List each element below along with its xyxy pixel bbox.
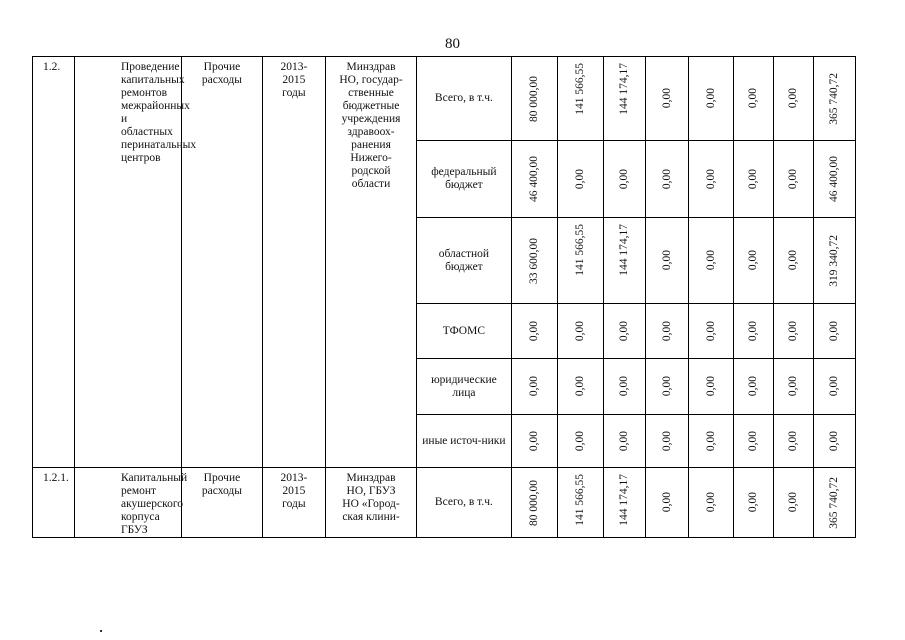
item-name-line: межрайонных и xyxy=(120,100,190,125)
amount-cell xyxy=(646,415,689,468)
amount-cell xyxy=(689,218,734,304)
amount-cell xyxy=(813,304,855,359)
amount-cell xyxy=(734,304,774,359)
amount-cell xyxy=(813,218,855,304)
period-line: годы xyxy=(282,498,306,510)
amount-value: 0,00 xyxy=(660,320,673,342)
amount-value: 141 566,55 xyxy=(573,474,586,526)
amount-value: 0,00 xyxy=(573,168,586,190)
amount-value: 0,00 xyxy=(747,168,760,190)
amount-cell xyxy=(774,359,814,415)
amount-cell xyxy=(511,218,557,304)
amount-value: 0,00 xyxy=(527,376,540,397)
item-name-line: ремонт xyxy=(120,485,157,497)
amount-value: 0,00 xyxy=(786,430,799,452)
amount-cell xyxy=(813,415,855,468)
amount-value: 144 174,17 xyxy=(618,224,630,276)
amount-cell xyxy=(557,304,603,359)
amount-value: 0,00 xyxy=(747,320,760,342)
amount-cell xyxy=(511,359,557,415)
page-number: 80 xyxy=(445,36,460,52)
item-number: 1.2.1. xyxy=(33,468,75,538)
amount-value: 0,00 xyxy=(660,376,673,397)
amount-value: 0,00 xyxy=(618,430,630,452)
executor-line: области xyxy=(351,178,391,190)
budget-table xyxy=(32,56,856,538)
amount-cell xyxy=(557,415,603,468)
amount-cell xyxy=(813,468,855,538)
item-name-line: акушерского xyxy=(120,498,184,510)
amount-value: 0,00 xyxy=(704,88,717,109)
amount-cell xyxy=(511,141,557,218)
amount-value: 0,00 xyxy=(704,376,717,397)
funding-source-label: иные источ-ники xyxy=(417,415,511,468)
amount-cell xyxy=(604,141,646,218)
amount-value: 0,00 xyxy=(618,320,630,342)
amount-cell xyxy=(604,415,646,468)
item-name-line: Проведение xyxy=(120,61,180,73)
amount-value: 0,00 xyxy=(747,250,760,271)
amount-value: 0,00 xyxy=(660,88,673,109)
item-name-line: центров xyxy=(120,152,161,164)
amount-cell xyxy=(604,468,646,538)
period-line: годы xyxy=(282,87,306,99)
table-row-item xyxy=(33,468,856,538)
amount-cell xyxy=(557,218,603,304)
amount-cell xyxy=(813,57,855,141)
amount-cell xyxy=(557,57,603,141)
item-name-line: капитальных xyxy=(120,74,185,86)
amount-value: 0,00 xyxy=(660,168,673,190)
amount-value: 144 174,17 xyxy=(618,63,630,115)
item-name-line: областных xyxy=(120,126,173,138)
amount-value: 0,00 xyxy=(704,250,717,271)
executor-line: НО, ГБУЗ xyxy=(346,485,396,497)
amount-value: 141 566,55 xyxy=(573,224,586,276)
funding-source-label: ТФОМС xyxy=(417,304,511,359)
amount-value: 46 400,00 xyxy=(527,156,540,202)
item-name xyxy=(74,468,188,538)
amount-cell xyxy=(604,304,646,359)
amount-cell xyxy=(511,57,557,141)
amount-value: 0,00 xyxy=(704,320,717,342)
scan-speck xyxy=(100,630,102,632)
amount-value: 0,00 xyxy=(573,320,586,342)
amount-cell xyxy=(774,57,814,141)
expense-type-line: расходы xyxy=(201,485,243,497)
period-line: 2013- xyxy=(280,61,308,73)
expense-type xyxy=(182,57,263,468)
item-name xyxy=(74,57,197,468)
amount-value: 0,00 xyxy=(747,88,760,109)
amount-value: 0,00 xyxy=(786,320,799,342)
amount-value: 33 600,00 xyxy=(527,237,540,284)
expense-type-line: Прочие xyxy=(203,472,241,484)
amount-cell xyxy=(511,468,557,538)
amount-value: 144 174,17 xyxy=(618,474,630,526)
amount-cell xyxy=(689,359,734,415)
amount-cell xyxy=(774,304,814,359)
amount-cell xyxy=(734,141,774,218)
amount-value: 141 566,55 xyxy=(573,63,586,115)
executor-line: здравоох- xyxy=(347,126,395,138)
amount-value: 0,00 xyxy=(573,376,586,397)
amount-cell xyxy=(774,218,814,304)
amount-cell xyxy=(646,218,689,304)
amount-cell xyxy=(734,57,774,141)
period-line: 2015 xyxy=(282,74,306,86)
amount-value: 0,00 xyxy=(704,492,717,513)
amount-cell xyxy=(646,141,689,218)
amount-value: 0,00 xyxy=(747,492,760,513)
amount-value: 0,00 xyxy=(786,168,799,190)
amount-cell xyxy=(557,141,603,218)
amount-value: 0,00 xyxy=(747,376,760,397)
funding-source-label: Всего, в т.ч. xyxy=(417,57,511,141)
item-name-line: ремонтов xyxy=(120,87,168,99)
executor-line: Нижего- xyxy=(350,152,392,164)
amount-value: 0,00 xyxy=(786,250,799,271)
amount-cell xyxy=(646,304,689,359)
executor-line: ская клини- xyxy=(342,511,400,523)
amount-value: 0,00 xyxy=(704,430,717,452)
amount-cell xyxy=(604,218,646,304)
amount-cell xyxy=(511,415,557,468)
amount-value: 0,00 xyxy=(618,168,630,190)
amount-cell xyxy=(734,468,774,538)
amount-cell xyxy=(646,359,689,415)
period xyxy=(262,468,325,538)
funding-source-label: областной бюджет xyxy=(417,218,511,304)
executor-line: НО «Город- xyxy=(342,498,400,510)
amount-cell xyxy=(774,141,814,218)
amount-cell xyxy=(774,415,814,468)
amount-value: 365 740,72 xyxy=(827,476,840,529)
amount-value: 0,00 xyxy=(786,492,799,513)
amount-cell xyxy=(774,468,814,538)
amount-cell xyxy=(734,359,774,415)
period-line: 2013- xyxy=(280,472,308,484)
amount-value: 46 400,00 xyxy=(827,156,840,202)
expense-type-line: Прочие xyxy=(203,61,241,73)
amount-cell xyxy=(689,57,734,141)
table-row-item xyxy=(33,57,856,141)
executor-line: родской xyxy=(351,165,391,177)
item-name-line: Капитальный xyxy=(120,472,188,484)
amount-value: 0,00 xyxy=(660,250,673,271)
amount-value: 0,00 xyxy=(660,492,673,513)
item-name-line: перинатальных xyxy=(120,139,197,151)
executor-line: учреждения xyxy=(341,113,401,125)
executor-line: Минздрав xyxy=(346,472,396,484)
amount-value: 0,00 xyxy=(618,376,630,397)
amount-value: 0,00 xyxy=(827,430,840,452)
amount-value: 0,00 xyxy=(827,376,840,397)
amount-value: 0,00 xyxy=(827,320,840,342)
amount-value: 80 000,00 xyxy=(527,75,540,122)
item-name-line: корпуса ГБУЗ xyxy=(120,511,160,536)
amount-cell xyxy=(734,218,774,304)
amount-cell xyxy=(557,468,603,538)
amount-cell xyxy=(689,304,734,359)
amount-value: 0,00 xyxy=(527,320,540,342)
amount-cell xyxy=(604,359,646,415)
amount-cell xyxy=(689,415,734,468)
amount-cell xyxy=(813,359,855,415)
amount-value: 0,00 xyxy=(704,168,717,190)
funding-source-label: юридические лица xyxy=(417,359,511,415)
amount-value: 0,00 xyxy=(527,430,540,452)
expense-type-line: расходы xyxy=(201,74,243,86)
executor-line: НО, государ- xyxy=(339,74,403,86)
item-number: 1.2. xyxy=(33,57,75,468)
executor-line: ранения xyxy=(351,139,391,151)
amount-cell xyxy=(604,57,646,141)
amount-value: 0,00 xyxy=(747,430,760,452)
amount-cell xyxy=(689,141,734,218)
amount-cell xyxy=(689,468,734,538)
amount-cell xyxy=(646,57,689,141)
amount-value: 319 340,72 xyxy=(827,234,840,287)
amount-value: 80 000,00 xyxy=(527,479,540,526)
funding-source-label: федеральный бюджет xyxy=(417,141,511,218)
amount-value: 0,00 xyxy=(786,88,799,109)
amount-value: 0,00 xyxy=(573,430,586,452)
amount-cell xyxy=(734,415,774,468)
amount-value: 0,00 xyxy=(786,376,799,397)
executor-line: ственные xyxy=(348,87,394,99)
executor xyxy=(325,468,416,538)
amount-cell xyxy=(511,304,557,359)
amount-cell xyxy=(557,359,603,415)
amount-cell xyxy=(813,141,855,218)
executor-line: бюджетные xyxy=(342,100,400,112)
funding-source-label: Всего, в т.ч. xyxy=(417,468,511,538)
period xyxy=(262,57,325,468)
expense-type xyxy=(182,468,263,538)
amount-value: 0,00 xyxy=(660,430,673,452)
amount-value: 365 740,72 xyxy=(827,72,840,125)
executor xyxy=(325,57,416,468)
amount-cell xyxy=(646,468,689,538)
executor-line: Минздрав xyxy=(346,61,396,73)
period-line: 2015 xyxy=(282,485,306,497)
